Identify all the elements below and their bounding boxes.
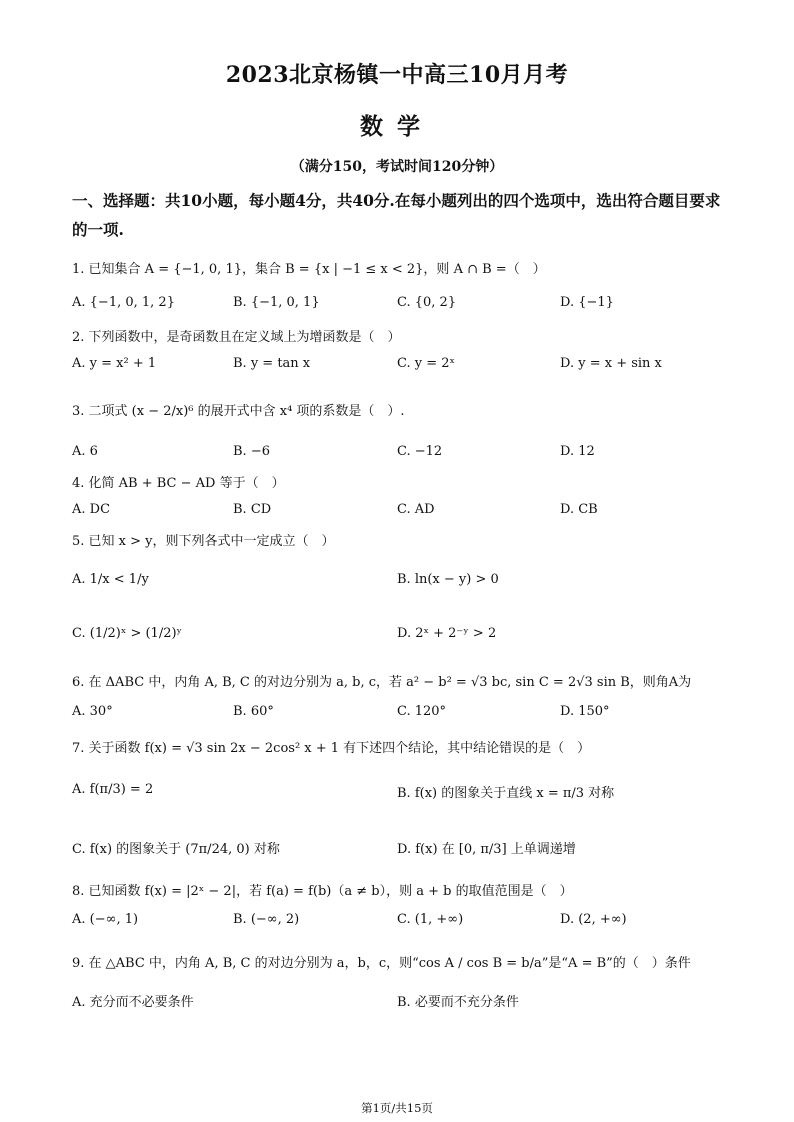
subject-heading: 数学 <box>360 113 434 140</box>
q9-option-b: B. 必要而不充分条件 <box>397 995 519 1010</box>
q4-option-a: A. DC <box>72 502 111 517</box>
q2-option-b: B. y = tan x <box>233 356 311 371</box>
q3-option-c: C. −12 <box>397 444 443 459</box>
page-footer: 第1页/共15页 <box>361 1101 433 1115</box>
q1-option-d: D. {−1} <box>560 295 614 310</box>
q6-option-b: B. 60° <box>233 704 274 719</box>
question-1: 1. 已知集合 A = {−1, 0, 1}，集合 B = {x | −1 ≤ x < 2}，则 A ∩ B =（ ） <box>72 262 546 277</box>
q5-option-a: A. 1/x < 1/y <box>72 572 149 587</box>
q5-option-d: D. 2ˣ + 2⁻ʸ > 2 <box>397 626 497 641</box>
q1-option-c: C. {0, 2} <box>397 295 457 310</box>
q8-option-d: D. (2, +∞) <box>560 912 627 927</box>
q8-option-b: B. (−∞, 2) <box>233 912 300 927</box>
q1-option-b: B. {−1, 0, 1} <box>233 295 320 310</box>
q8-option-a: A. (−∞, 1) <box>72 912 139 927</box>
q6-option-a: A. 30° <box>72 704 113 719</box>
q5-option-c: C. (1/2)ˣ > (1/2)ʸ <box>72 626 183 641</box>
question-6: 6. 在 ΔABC 中，内角 A, B, C 的对边分别为 a, b, c，若 a² − b² = √3 bc, sin C = 2√3 sin B，则角A为 <box>72 675 692 690</box>
section-heading: 一、选择题：共10小题，每小题4分，共40分.在每小题列出的四个选项中，选出符合题目要求的一项. <box>72 191 721 239</box>
q2-option-a: A. y = x² + 1 <box>72 356 157 371</box>
page-title: 2023北京杨镇一中高三10月月考 <box>225 62 569 88</box>
q4-option-d: D. CB <box>560 502 598 517</box>
q4-option-c: C. AD <box>397 502 435 517</box>
q4-option-b: B. CD <box>233 502 272 517</box>
q7-option-d: D. f(x) 在 [0, π/3] 上单调递增 <box>397 842 576 857</box>
question-5: 5. 已知 x > y，则下列各式中一定成立（ ） <box>72 534 335 549</box>
exam-info: （满分150，考试时间120分钟） <box>290 159 504 175</box>
question-3: 3. 二项式 (x − 2/x)⁶ 的展开式中含 x⁴ 项的系数是（ ）. <box>72 404 405 419</box>
q2-option-c: C. y = 2ˣ <box>397 356 456 371</box>
q2-option-d: D. y = x + sin x <box>560 356 662 371</box>
q3-option-d: D. 12 <box>560 444 595 459</box>
question-4: 4. 化简 AB + BC − AD 等于（ ） <box>72 476 285 491</box>
question-9: 9. 在 △ABC 中，内角 A, B, C 的对边分别为 a，b，c，则“cos A / cos B = b/a”是“A = B”的（ ）条件 <box>72 956 691 971</box>
question-8: 8. 已知函数 f(x) = |2ˣ − 2|，若 f(a) = f(b)（a ≠ b），则 a + b 的取值范围是（ ） <box>72 884 573 899</box>
question-2: 2. 下列函数中，是奇函数且在定义域上为增函数是（ ） <box>72 330 401 345</box>
q9-option-a: A. 充分而不必要条件 <box>72 995 194 1010</box>
q8-option-c: C. (1, +∞) <box>397 912 464 927</box>
question-7: 7. 关于函数 f(x) = √3 sin 2x − 2cos² x + 1 有下述四个结论，其中结论错误的是（ ） <box>72 741 591 756</box>
q6-option-d: D. 150° <box>560 704 610 719</box>
q7-option-b: B. f(x) 的图象关于直线 x = π/3 对称 <box>397 786 615 801</box>
q1-option-a: A. {−1, 0, 1, 2} <box>72 295 175 310</box>
q7-option-a: A. f(π/3) = 2 <box>72 782 154 797</box>
q3-option-a: A. 6 <box>72 444 98 459</box>
q7-option-c: C. f(x) 的图象关于 (7π/24, 0) 对称 <box>72 842 280 857</box>
q3-option-b: B. −6 <box>233 444 270 459</box>
q6-option-c: C. 120° <box>397 704 447 719</box>
q5-option-b: B. ln(x − y) > 0 <box>397 572 499 587</box>
